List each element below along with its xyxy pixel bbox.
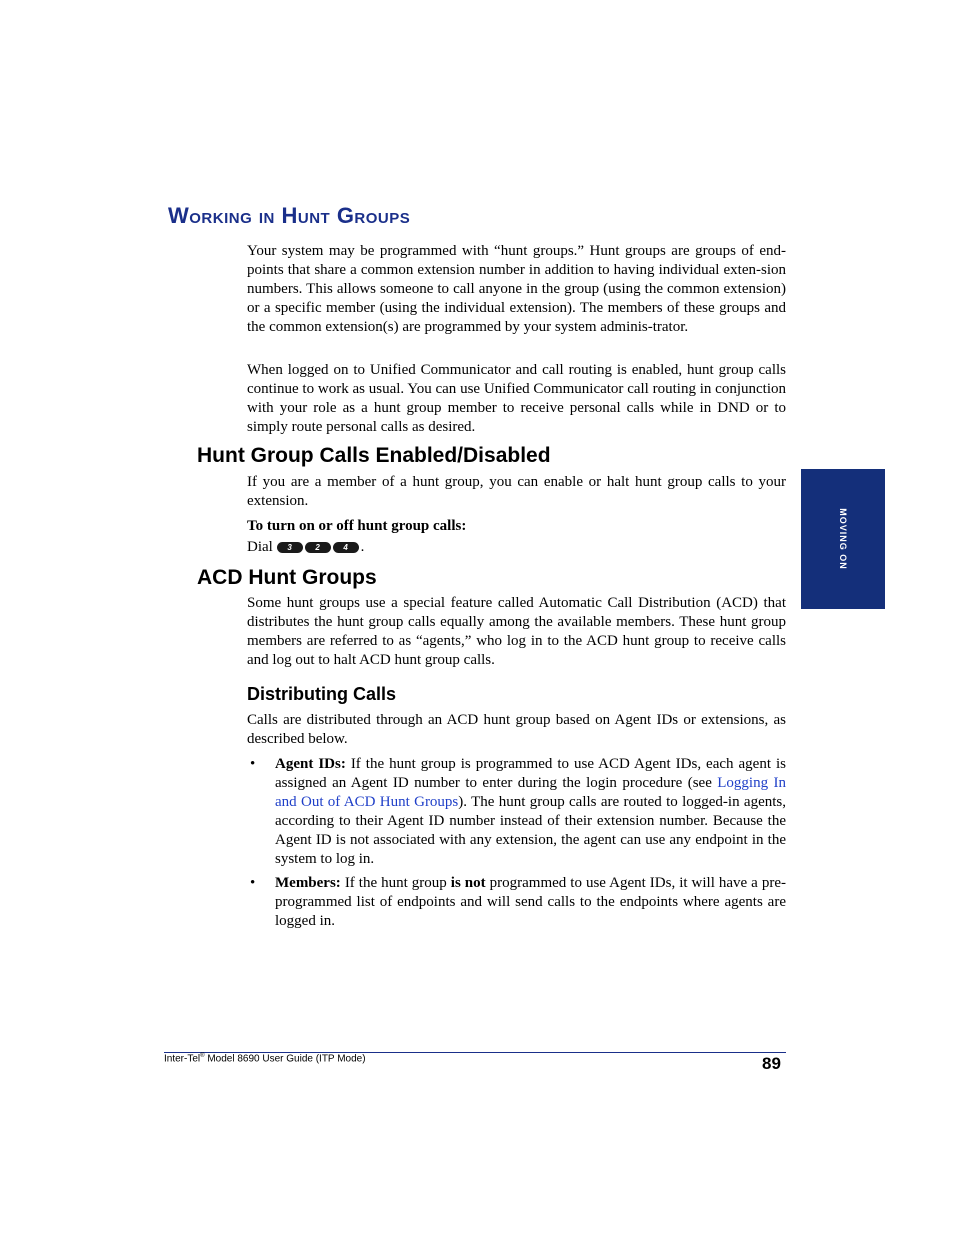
logging-in-link[interactable]: Logging In and Out of ACD Hunt Groups [275,774,786,810]
bullet-text: If the hunt group [340,875,451,892]
section-title: Working in Hunt Groups [168,203,411,228]
intro-paragraph-2: When logged on to Unified Communicator and call routing is enabled, hunt group calls continue to work as usual. You can use Unified Communicator call routing in conjunction with your role as a hunt group member to receive personal calls while in DND or to simply route personal calls as desired. [247,362,786,435]
dial-end: . [360,539,365,555]
footer-title-text: Model 8690 User Guide (ITP Mode) [204,1053,366,1065]
chapter-side-tab [801,469,885,609]
key-2-icon: 2 [305,542,331,553]
bullet-emphasis: is not [450,875,486,892]
list-item [247,874,786,931]
distributing-paragraph: Calls are distributed through an ACD hunt group based on Agent IDs or extensions, as described below. [247,712,786,747]
intro-paragraph-1: Your system may be programmed with “hunt groups.” Hunt groups are groups of end-points that share a common extension number in addition to having individual exten-sion numbers. This allows someone to call anyone in the group (using the common extension) or a specific member (using the individual extension). The members of these groups and the common extension(s) are programmed by your system adminis-trator. [247,243,786,335]
dial-instruction [247,537,364,557]
acd-heading: ACD Hunt Groups [197,566,377,589]
bullet-text-after: ). The hunt group calls are routed to logged-in agents, according to their Agent ID number instead of their extension number. Because the Agent ID is not associated with any extension, the agent can use any endpoint in the system to log in. [275,793,786,867]
footer-doc-title [164,1053,366,1064]
bullet-label: Agent IDs: [275,756,346,772]
registered-mark: ® [200,1053,205,1059]
acd-paragraph: Some hunt groups use a special feature called Automatic Call Distribution (ACD) that distributes the hunt group calls equally among the available members. These hunt group members are referred to as “agents,” who log in to the ACD hunt group to receive calls and log out to halt ACD hunt group calls. [247,595,786,668]
page-number: 89 [762,1054,781,1073]
hunt-enabled-heading: Hunt Group Calls Enabled/Disabled [197,444,551,467]
key-4-icon: 4 [333,542,359,553]
distribution-list [247,755,786,937]
hunt-enabled-paragraph: If you are a member of a hunt group, you can enable or halt hunt group calls to your extension. [247,474,786,509]
distributing-heading: Distributing Calls [247,684,397,704]
procedure-label: To turn on or off hunt group calls: [247,518,467,534]
key-3-icon: 3 [277,542,303,553]
bullet-label: Members: [275,875,341,892]
chapter-tab-label: MOVING ON [838,508,848,570]
bullet-text-after: programmed to use Agent IDs, it will have a pre-programmed list of endpoints and will send calls to the endpoints where agents are logged in. [275,875,786,930]
bullet-icon: • [250,875,256,892]
dial-label: Dial [247,539,273,555]
bullet-icon: • [250,756,256,772]
bullet-text: If the hunt group is programmed to use ACD Agent IDs, each agent is assigned an Agent ID number to enter during the login procedure (see [275,756,786,791]
footer-brand: Inter-Tel [164,1053,201,1065]
list-item [247,755,786,868]
